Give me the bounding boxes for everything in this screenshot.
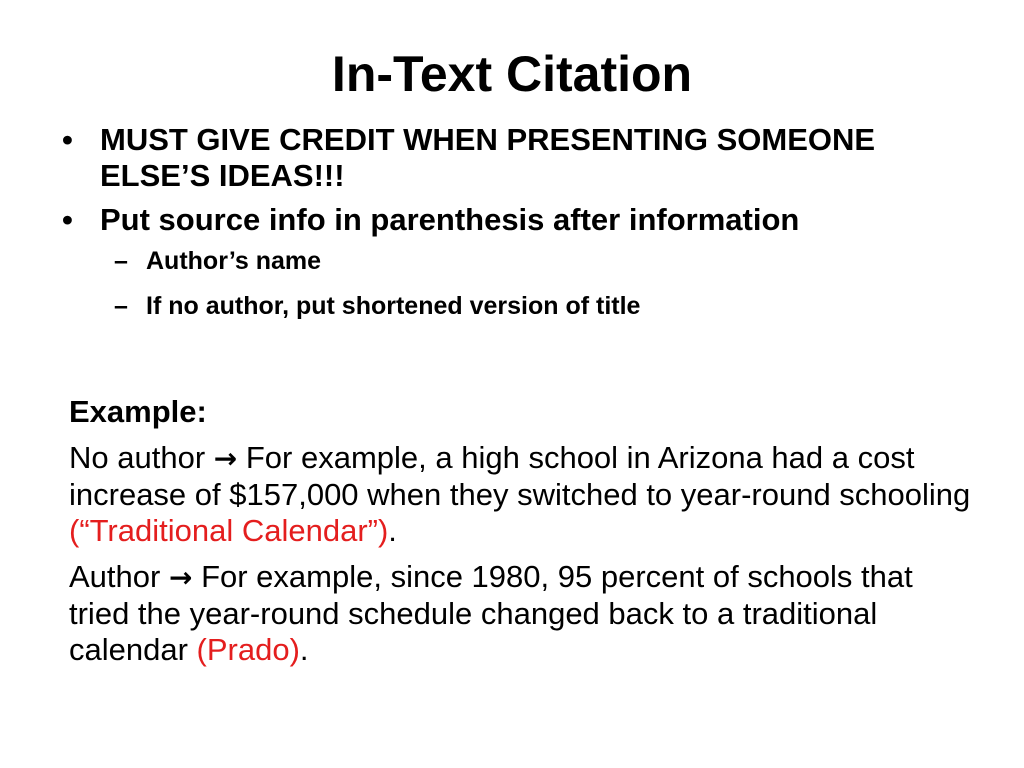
no-author-period: . [388, 513, 397, 548]
author-period: . [299, 632, 309, 667]
bullet-item [58, 122, 978, 194]
example-heading: Example: [69, 394, 207, 429]
bullet-item [58, 202, 978, 238]
sub-bullet-item [58, 291, 978, 321]
example-section [69, 394, 979, 678]
no-author-text: For example, a high school in Arizona had a cost increase of $157,000 when they switched to year-round schooling [69, 440, 971, 512]
sub-bullet-text: Author’s name [146, 247, 322, 275]
arrow-right-icon: → [213, 442, 238, 475]
author-label: Author [69, 559, 161, 594]
author-text: For example, since 1980, 95 percent of schools that tried the year-round schedule changed back to a traditional calendar [69, 559, 913, 667]
no-author-example [69, 440, 979, 549]
sub-bullet-item [58, 246, 978, 276]
author-citation: (Prado) [196, 632, 300, 667]
bullet-marker: • [62, 202, 73, 237]
arrow-right-icon: → [168, 561, 193, 594]
bullet-list [58, 122, 978, 336]
no-author-citation: (“Traditional Calendar”) [69, 513, 389, 548]
no-author-label: No author [69, 440, 206, 475]
bullet-text: Put source info in parenthesis after information [100, 202, 800, 237]
sub-bullet-marker: – [114, 292, 128, 320]
bullet-marker: • [62, 122, 73, 157]
author-example [69, 559, 979, 668]
slide-title: In-Text Citation [331, 46, 693, 102]
sub-bullet-marker: – [114, 247, 128, 275]
sub-bullet-text: If no author, put shortened version of title [146, 292, 641, 320]
bullet-text: MUST GIVE CREDIT WHEN PRESENTING SOMEONE ELSE’S IDEAS!!! [100, 122, 876, 193]
